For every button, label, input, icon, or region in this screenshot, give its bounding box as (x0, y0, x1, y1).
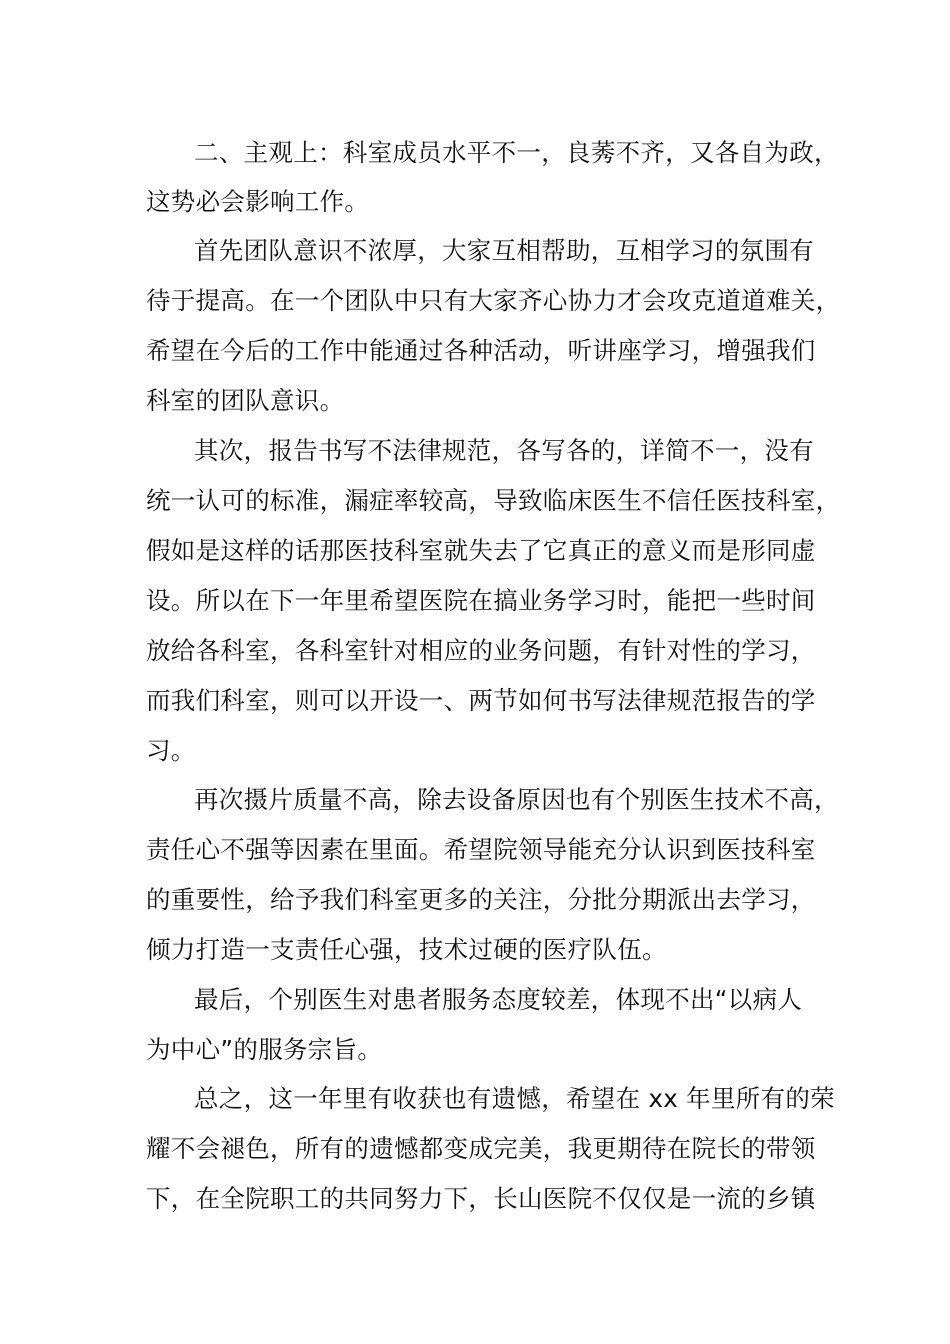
paragraph-line: 设。所以在下一年里希望医院在搞业务学习时，能把一些时间 (146, 586, 816, 615)
paragraph-line: 待于提高。在一个团队中只有大家齐心协力才会攻克道道难关， (146, 286, 841, 315)
paragraph-line: 习。 (146, 736, 196, 765)
paragraph-line: 最后，个别医生对患者服务态度较差，体现不出“以病人 (194, 985, 803, 1014)
paragraph-line: 其次，报告书写不法律规范，各写各的，详简不一，没有 (194, 436, 814, 465)
paragraph-line: 下，在全院职工的共同努力下，长山医院不仅仅是一流的乡镇 (146, 1184, 816, 1213)
paragraph-line: 总之，这一年里有收获也有遗憾，希望在 xx 年里所有的荣 (194, 1084, 835, 1113)
paragraph-line: 这势必会影响工作。 (146, 187, 370, 216)
paragraph-line: 责任心不强等因素在里面。希望院领导能充分认识到医技科室 (146, 835, 816, 864)
paragraph-line: 为中心”的服务宗旨。 (146, 1035, 383, 1064)
paragraph-line: 希望在今后的工作中能通过各种活动，听讲座学习，增强我们 (146, 336, 816, 365)
paragraph-line: 科室的团队意识。 (146, 386, 345, 415)
paragraph-line: 倾力打造一支责任心强，技术过硬的医疗队伍。 (146, 935, 667, 964)
paragraph-line: 首先团队意识不浓厚，大家互相帮助，互相学习的氛围有 (194, 236, 814, 265)
paragraph-line: 耀不会褪色，所有的遗憾都变成完美，我更期待在院长的带领 (146, 1134, 816, 1163)
paragraph-line: 的重要性，给予我们科室更多的关注，分批分期派出去学习， (146, 885, 816, 914)
paragraph-line: 再次摄片质量不高，除去设备原因也有个别医生技术不高， (194, 785, 839, 814)
paragraph-line: 统一认可的标准，漏症率较高，导致临床医生不信任医技科室， (146, 486, 841, 515)
paragraph-line: 而我们科室，则可以开设一、两节如何书写法律规范报告的学 (146, 686, 816, 715)
paragraph-line: 假如是这样的话那医技科室就失去了它真正的意义而是形同虚 (146, 536, 816, 565)
paragraph-line: 放给各科室，各科室针对相应的业务问题，有针对性的学习， (146, 636, 816, 665)
paragraph-line: 二、主观上：科室成员水平不一，良莠不齐，又各自为政， (194, 138, 839, 167)
